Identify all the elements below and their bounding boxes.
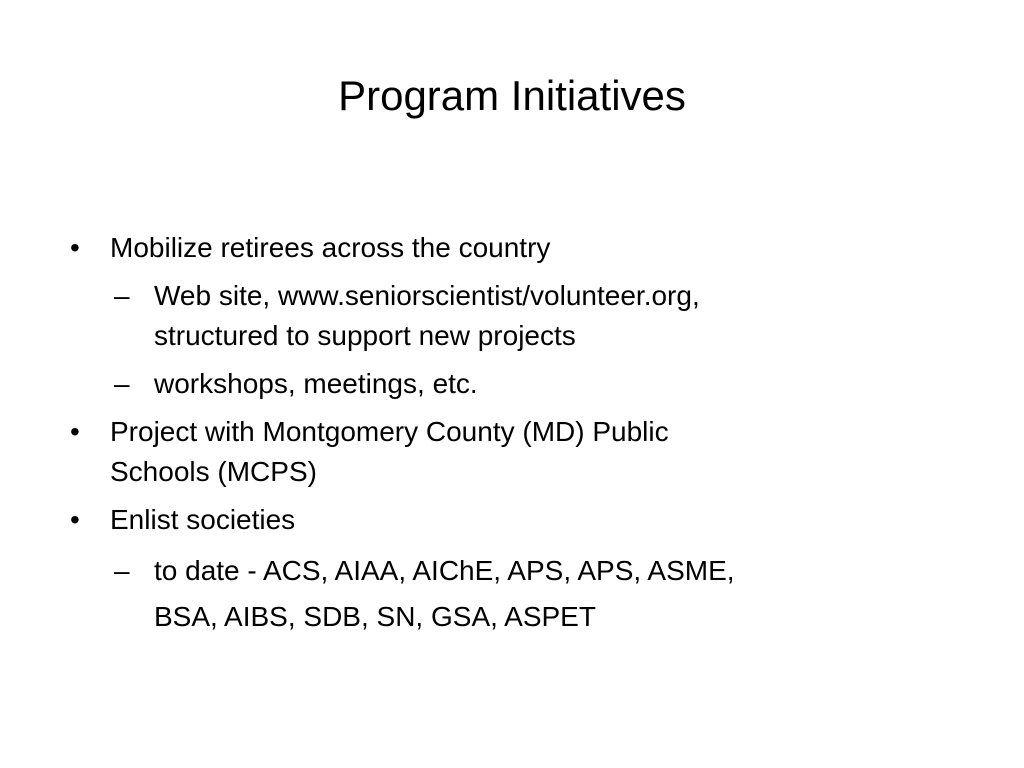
sub-bullet-item (70, 548, 950, 640)
sub-bullet-text-line: to date - ACS, AIAA, AIChE, APS, APS, ASME, (154, 555, 735, 586)
slide-title: Program Initiatives (338, 72, 686, 119)
bullet-text-line: Schools (MCPS) (110, 456, 317, 487)
dash-marker: – (114, 555, 130, 586)
dash-marker: – (114, 280, 130, 311)
bullet-text: Enlist societies (110, 504, 296, 535)
sub-bullet-item (70, 276, 950, 356)
dash-marker: – (114, 368, 130, 399)
sub-bullet-text-line: Web site, www.seniorscientist/volunteer.org, (154, 280, 700, 311)
bullet-item (70, 500, 950, 540)
bullet-item (70, 228, 950, 268)
slide-body (70, 228, 950, 648)
bullet-marker: • (70, 232, 80, 263)
bullet-marker: • (70, 504, 80, 535)
sub-bullet-item (70, 364, 950, 404)
bullet-text: Mobilize retirees across the country (110, 232, 551, 263)
bullet-text-line: Project with Montgomery County (MD) Public (110, 416, 669, 447)
sub-bullet-text: workshops, meetings, etc. (154, 368, 478, 399)
bullet-item (70, 412, 950, 492)
sub-bullet-text-line: structured to support new projects (154, 320, 576, 351)
bullet-marker: • (70, 416, 80, 447)
sub-bullet-text-line: BSA, AIBS, SDB, SN, GSA, ASPET (154, 601, 596, 632)
